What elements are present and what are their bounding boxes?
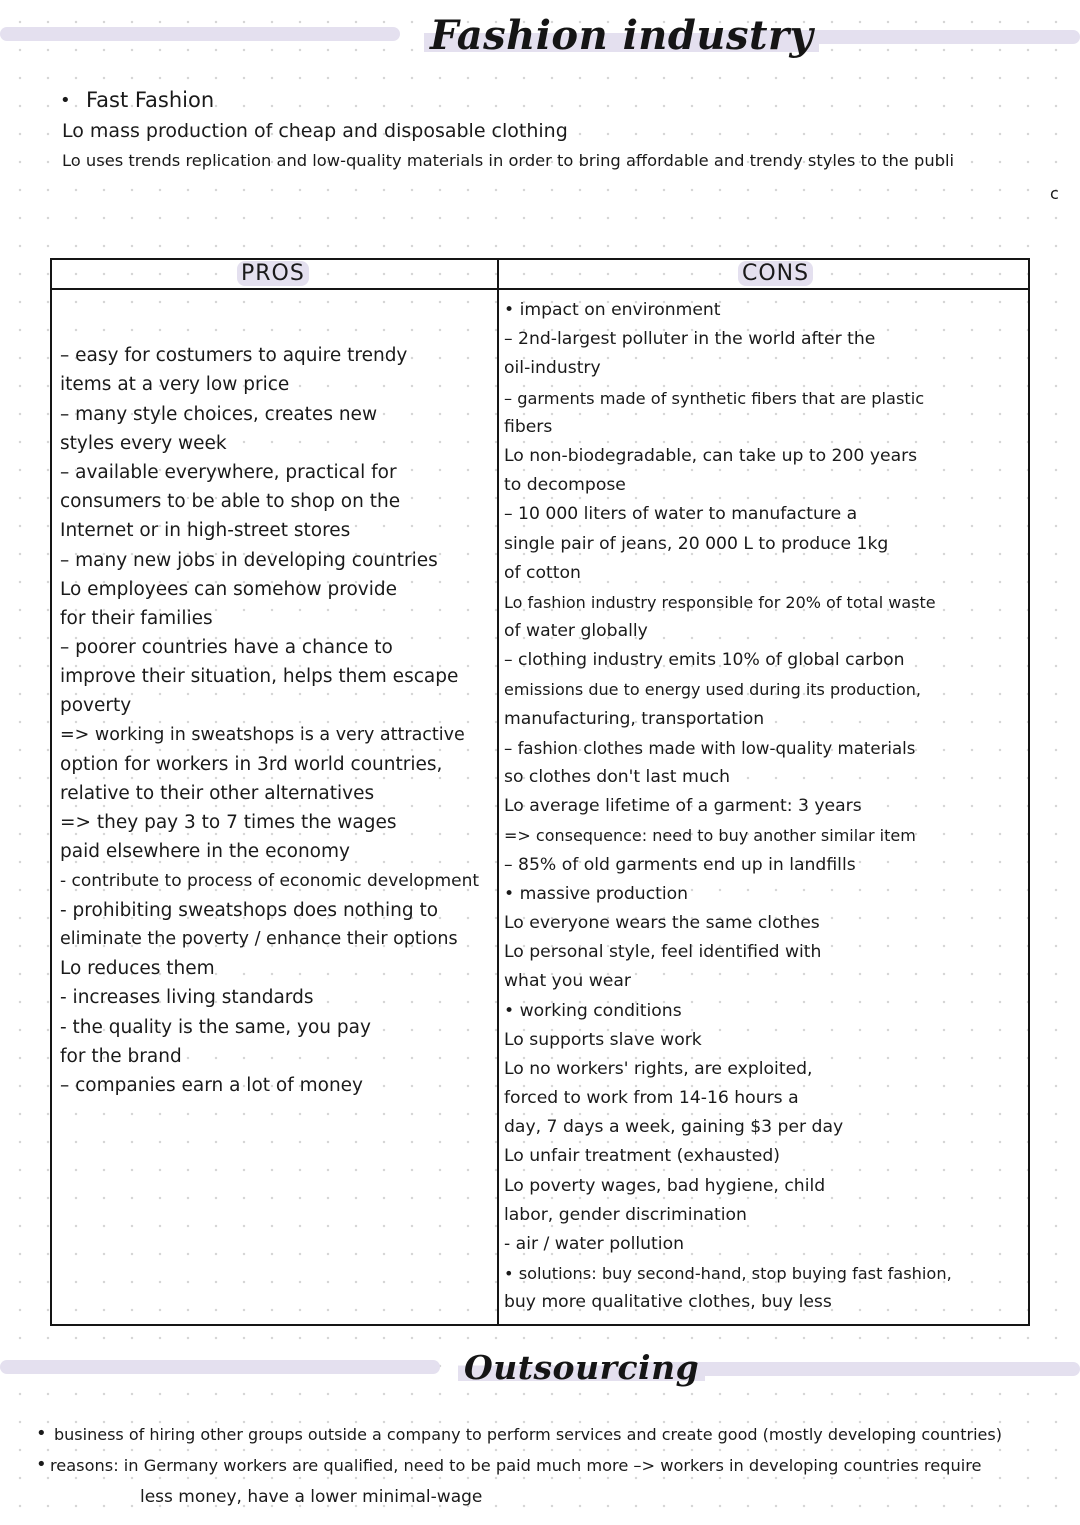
pros-cons-table xyxy=(50,258,1030,1326)
cons-line: – 10 000 liters of water to manufacture a xyxy=(504,504,858,525)
pros-line: - increases living standards xyxy=(60,987,314,1009)
pros-line: eliminate the poverty / enhance their options xyxy=(60,928,458,949)
cons-line: – clothing industry emits 10% of global carbon xyxy=(504,650,905,671)
pros-line: – poorer countries have a chance to xyxy=(60,637,393,659)
cons-line: Lo average lifetime of a garment: 3 years xyxy=(504,796,862,817)
cons-line: Lo personal style, feel identified with xyxy=(504,942,822,963)
cons-line: Lo non-biodegradable, can take up to 200 years xyxy=(504,445,918,466)
pros-line: Lo employees can somehow provide xyxy=(60,578,398,600)
cons-line: buy more qualitative clothes, buy less xyxy=(504,1292,832,1313)
pros-line: Lo reduces them xyxy=(60,958,215,980)
cons-line: – 2nd-largest polluter in the world after the xyxy=(504,329,876,350)
fast-fashion-heading: Fast Fashion xyxy=(86,88,215,112)
cons-header: CONS xyxy=(738,261,813,286)
cons-line: Lo everyone wears the same clothes xyxy=(504,912,820,933)
outsourcing-point-3: less money, have a lower minimal-wage xyxy=(140,1487,483,1507)
cons-line: forced to work from 14-16 hours a xyxy=(504,1088,799,1109)
title-band-left xyxy=(0,27,400,41)
cons-line: - air / water pollution xyxy=(504,1234,684,1254)
bullet-dot: • xyxy=(36,1423,47,1444)
cons-line: what you wear xyxy=(504,971,631,992)
cons-line: – 85% of old garments end up in landfills xyxy=(504,854,856,875)
cons-line: – fashion clothes made with low-quality materials xyxy=(504,738,916,758)
pros-line: – companies earn a lot of money xyxy=(60,1074,364,1096)
cons-line: single pair of jeans, 20 000 L to produce 1kg xyxy=(504,533,889,554)
pros-line: for their families xyxy=(60,607,213,629)
cons-line: oil-industry xyxy=(504,358,601,379)
cons-line: emissions due to energy used during its production, xyxy=(504,680,921,700)
pros-line: - prohibiting sweatshops does nothing to xyxy=(60,899,439,921)
table-header-divider xyxy=(52,288,1028,290)
outsourcing-point-2: reasons: in Germany workers are qualified, need to be paid much more –> workers in developing countries require xyxy=(50,1456,982,1475)
table-column-divider xyxy=(497,260,499,1324)
outsourcing-point-1: business of hiring other groups outside a company to perform services and create good (mostly developing countries) xyxy=(54,1425,1002,1444)
fast-fashion-point-2-wrap: c xyxy=(1050,184,1059,203)
cons-line: => consequence: need to buy another similar item xyxy=(504,826,916,846)
cons-line: Lo unfair treatment (exhausted) xyxy=(504,1146,780,1167)
pros-line xyxy=(60,312,490,341)
outsourcing-title: Outsourcing xyxy=(458,1348,705,1387)
cons-line: – garments made of synthetic fibers that are plastic xyxy=(504,388,925,408)
cons-line: Lo no workers' rights, are exploited, xyxy=(504,1058,813,1079)
cons-line: so clothes don't last much xyxy=(504,767,730,787)
cons-line: labor, gender discrimination xyxy=(504,1204,747,1225)
cons-line: Lo supports slave work xyxy=(504,1029,702,1050)
cons-line: day, 7 days a week, gaining $3 per day xyxy=(504,1117,844,1138)
pros-line: => working in sweatshops is a very attractive xyxy=(60,724,465,745)
pros-header: PROS xyxy=(237,261,309,286)
bullet-dot: • xyxy=(60,90,71,111)
cons-line: • solutions: buy second-hand, stop buying fast fashion, xyxy=(504,1264,952,1284)
cons-line: • working conditions xyxy=(504,1000,682,1021)
cons-line: Lo fashion industry responsible for 20% of total waste xyxy=(504,592,936,612)
pros-line: - contribute to process of economic development xyxy=(60,870,480,891)
pros-line: - the quality is the same, you pay xyxy=(60,1016,371,1038)
cons-line: to decompose xyxy=(504,475,626,496)
cons-column xyxy=(504,296,1024,1318)
page-title: Fashion industry xyxy=(424,12,819,59)
outsourcing-band-left xyxy=(0,1360,440,1374)
pros-line: – many new jobs in developing countries xyxy=(60,549,438,571)
cons-line: of water globally xyxy=(504,621,648,642)
cons-line: manufacturing, transportation xyxy=(504,708,765,729)
pros-line: items at a very low price xyxy=(60,374,290,396)
fast-fashion-point-1: Lo mass production of cheap and disposable clothing xyxy=(62,120,568,142)
bullet-dot: • xyxy=(36,1454,47,1475)
fast-fashion-point-2: Lo uses trends replication and low-quality materials in order to bring affordable and trendy styles to the publi xyxy=(62,151,955,170)
pros-line: – easy for costumers to aquire trendy xyxy=(60,345,408,367)
pros-line: Internet or in high-street stores xyxy=(60,520,351,542)
pros-line: relative to their other alternatives xyxy=(60,783,375,804)
pros-line: consumers to be able to shop on the xyxy=(60,491,401,513)
pros-line: improve their situation, helps them escape xyxy=(60,666,459,688)
pros-line: paid elsewhere in the economy xyxy=(60,841,350,863)
pros-line: => they pay 3 to 7 times the wages xyxy=(60,812,397,834)
pros-line: for the brand xyxy=(60,1045,182,1067)
pros-line: styles every week xyxy=(60,432,227,454)
cons-line: of cotton xyxy=(504,562,581,583)
pros-line: – many style choices, creates new xyxy=(60,403,378,425)
pros-line: – available everywhere, practical for xyxy=(60,461,397,483)
pros-line: option for workers in 3rd world countries, xyxy=(60,753,443,775)
cons-line: Lo poverty wages, bad hygiene, child xyxy=(504,1175,826,1196)
pros-column xyxy=(60,312,490,1100)
pros-line: poverty xyxy=(60,695,132,717)
cons-line: fibers xyxy=(504,416,553,437)
cons-line: • massive production xyxy=(504,883,689,904)
cons-line: • impact on environment xyxy=(504,300,721,320)
